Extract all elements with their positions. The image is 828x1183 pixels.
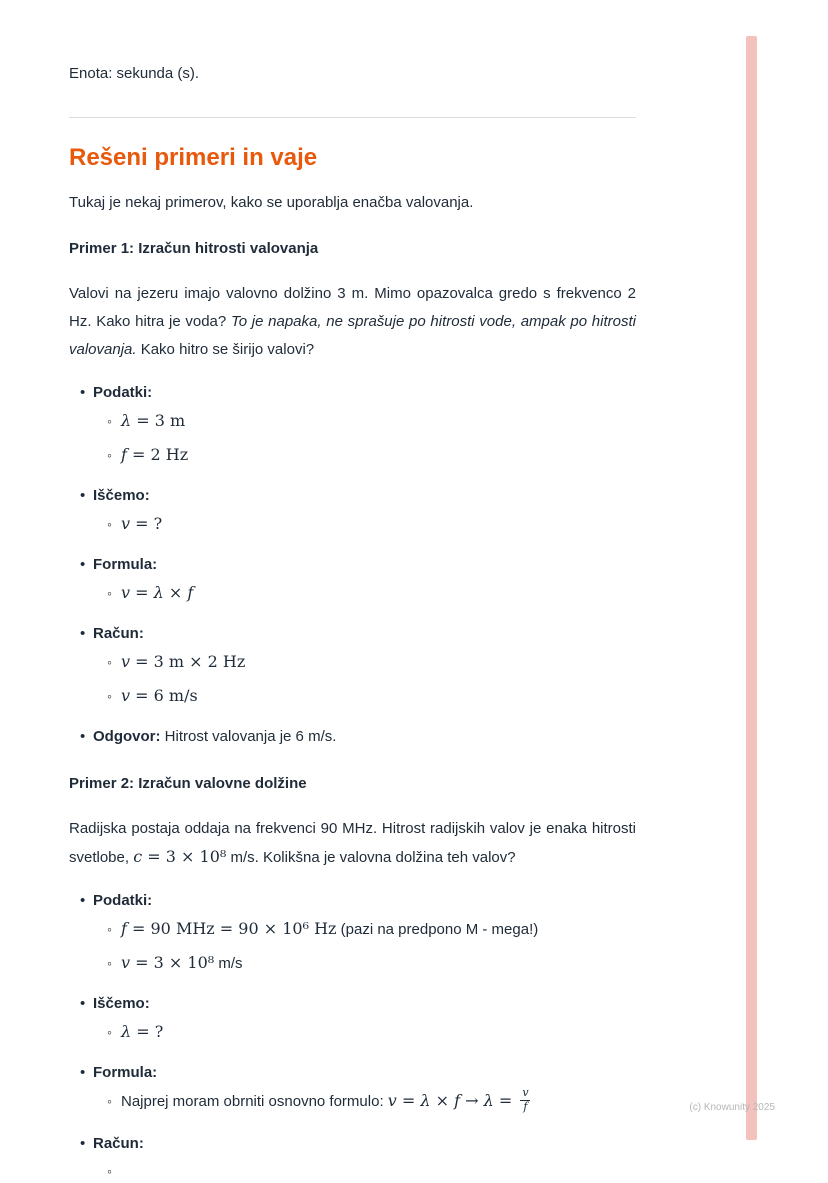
math-line: f = 90 MHz = 90 × 10⁶ Hz (pazi na predpono M - mega!) bbox=[121, 919, 539, 938]
circle-bullet-icon: ◦ bbox=[107, 585, 112, 601]
list-group-odgovor bbox=[69, 726, 636, 748]
list-item bbox=[69, 485, 636, 507]
disc-bullet-icon: • bbox=[80, 1135, 86, 1153]
math-line: v = 6 m/s bbox=[121, 686, 198, 705]
disc-bullet-icon: • bbox=[80, 1064, 86, 1081]
list-group-formula bbox=[69, 554, 636, 605]
list-item-label: Podatki: bbox=[93, 384, 153, 401]
list-item-label: Formula: bbox=[93, 556, 158, 573]
list-item-text: Hitrost valovanja je 6 m/s. bbox=[160, 728, 337, 745]
list-item bbox=[69, 993, 636, 1015]
circle-bullet-icon: ◦ bbox=[107, 688, 112, 704]
list-group-iscemo bbox=[69, 485, 636, 536]
disc-bullet-icon: • bbox=[80, 625, 86, 642]
math-line: v = ? bbox=[121, 514, 163, 533]
list-item-label: Podatki: bbox=[93, 892, 153, 909]
circle-bullet-icon: ◦ bbox=[107, 921, 112, 937]
footer-credit: (c) Knowunity 2025 bbox=[689, 1102, 775, 1113]
circle-bullet-icon: ◦ bbox=[107, 1024, 112, 1040]
section-divider bbox=[69, 117, 636, 118]
section-intro: Tukaj je nekaj primerov, kako se uporablja enačba valovanja. bbox=[69, 194, 474, 211]
math-line: v = 3 m × 2 Hz bbox=[121, 652, 246, 671]
list-item bbox=[69, 726, 636, 748]
fraction: $\frac{v}{f}$ bbox=[522, 1086, 529, 1113]
circle-bullet-icon: ◦ bbox=[107, 1093, 112, 1110]
sub-list-item bbox=[69, 512, 636, 536]
list-item bbox=[69, 623, 636, 645]
math-line: f = 2 Hz bbox=[121, 445, 189, 464]
sub-list-item bbox=[69, 917, 636, 941]
example2-heading: Primer 2: Izračun valovne dolžine bbox=[69, 775, 307, 792]
page-edge-stripe bbox=[746, 36, 757, 1140]
sub-list-item bbox=[69, 1086, 636, 1115]
disc-bullet-icon: • bbox=[80, 728, 86, 745]
example2-list bbox=[69, 890, 636, 1183]
list-group-racun bbox=[69, 1133, 636, 1183]
list-item-label: Odgovor: bbox=[93, 728, 161, 745]
list-item bbox=[69, 382, 636, 404]
list-item-body bbox=[93, 726, 336, 748]
disc-bullet-icon: • bbox=[80, 556, 86, 573]
sub-list-item bbox=[69, 409, 636, 433]
circle-bullet-icon: ◦ bbox=[107, 413, 112, 429]
list-item bbox=[69, 554, 636, 576]
list-item bbox=[69, 1133, 636, 1155]
list-item-label: Iščemo: bbox=[93, 995, 150, 1012]
sub-list-item-cropped bbox=[69, 1160, 636, 1183]
sub-list-item bbox=[69, 951, 636, 975]
list-group-podatki bbox=[69, 382, 636, 467]
list-item-label: Formula: bbox=[93, 1064, 158, 1081]
document-content bbox=[69, 0, 636, 1183]
sub-list-item bbox=[69, 650, 636, 674]
example1-heading: Primer 1: Izračun hitrosti valovanja bbox=[69, 240, 319, 257]
math-line: Najprej moram obrniti osnovno formulo: v = λ × f → λ = $\frac{v}{f}$ bbox=[121, 1089, 534, 1115]
list-item-label: Račun: bbox=[93, 1135, 144, 1153]
list-item-label: Račun: bbox=[93, 625, 144, 642]
math-line: v = 3 × 10⁸ m/s bbox=[121, 953, 243, 972]
example1-problem: Valovi na jezeru imajo valovno dolžino 3 m. Mimo opazovalca gredo s frekvenco 2 Hz. Kako hitra je voda? To je napaka, ne sprašuje po hitrosti vode, ampak po hitrosti valovanja. Kako hitro se širijo valovi? bbox=[69, 285, 636, 358]
example1-list bbox=[69, 382, 636, 748]
circle-bullet-icon: ◦ bbox=[107, 1163, 112, 1180]
section-title: Rešeni primeri in vaje bbox=[69, 144, 318, 171]
list-item bbox=[69, 1062, 636, 1084]
sub-list-item bbox=[69, 684, 636, 708]
math-line: λ = ? bbox=[121, 1022, 164, 1041]
disc-bullet-icon: • bbox=[80, 892, 86, 909]
math-line: v = λ × f bbox=[121, 583, 194, 602]
disc-bullet-icon: • bbox=[80, 487, 86, 504]
circle-bullet-icon: ◦ bbox=[107, 955, 112, 971]
circle-bullet-icon: ◦ bbox=[107, 447, 112, 463]
example2-problem: Radijska postaja oddaja na frekvenci 90 MHz. Hitrost radijskih valov je enaka hitrosti svetlobe, c = 3 × 10⁸ m/s. Kolikšna je valovna dolžina teh valov? bbox=[69, 820, 636, 866]
list-group-formula bbox=[69, 1062, 636, 1115]
list-item bbox=[69, 890, 636, 912]
list-group-podatki bbox=[69, 890, 636, 975]
unit-line: Enota: sekunda (s). bbox=[69, 65, 200, 82]
list-item-label: Iščemo: bbox=[93, 487, 150, 504]
sub-list-item bbox=[69, 581, 636, 605]
math-line: λ = 3 m bbox=[121, 411, 186, 430]
circle-bullet-icon: ◦ bbox=[107, 654, 112, 670]
sub-list-item bbox=[69, 1020, 636, 1044]
sub-list-item bbox=[69, 443, 636, 467]
disc-bullet-icon: • bbox=[80, 384, 86, 401]
list-group-iscemo bbox=[69, 993, 636, 1044]
list-group-racun bbox=[69, 623, 636, 708]
disc-bullet-icon: • bbox=[80, 995, 86, 1012]
circle-bullet-icon: ◦ bbox=[107, 516, 112, 532]
